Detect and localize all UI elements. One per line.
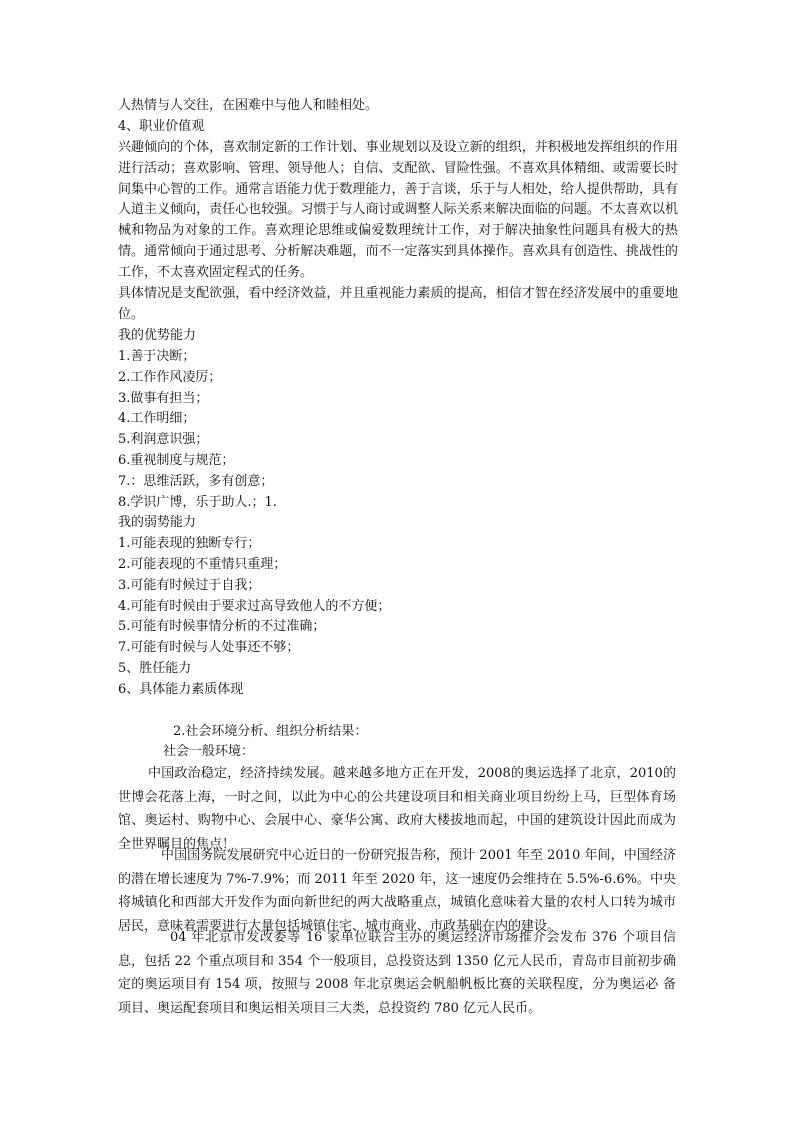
intro-line: 人热情与人交往，在困难中与他人和睦相处。 [118, 98, 379, 113]
social-analysis-heading: 2.社会环境分析、组织分析结果： [173, 724, 368, 739]
strength-item: 2.工作作风凌厉； [118, 370, 222, 385]
strength-item: 3.做事有担当； [118, 391, 209, 406]
competence-heading: 5、胜任能力 [118, 661, 192, 676]
weakness-item: 5.可能有时候事情分析的不过准确； [118, 619, 326, 634]
strengths-heading: 我的优势能力 [118, 328, 197, 343]
career-values-heading: 4、职业价值观 [118, 119, 205, 134]
weaknesses-heading: 我的弱势能力 [118, 515, 197, 530]
strength-item: 7.：思维活跃，多有创意； [118, 474, 274, 489]
weakness-item: 2.可能表现的不重情只重理； [118, 557, 287, 572]
social-general-heading: 社会一般环境： [163, 744, 255, 759]
social-paragraph-2: 中国国务院发展研究中心近日的一份研究报告称，预计 2001 年至 2010 年间，中国经济的潜在增长速度为 7%-7.9%；而 2011 年至 2020 年，这一速度仍会维持在 5.5%-6.6%。中央将城镇化和西部大开发作为面向新世纪的两大战略重点，城镇化意味着大量的农村人口转为城市居民，意味着需要进行大量包括城镇住宅、城市商业、市政基础在内的建设。 [118, 848, 676, 934]
career-values-paragraph: 兴趣倾向的个体，喜欢制定新的工作计划、事业规划以及设立新的组织，并积极地发挥组织的作用进行活动；喜欢影响、管理、领导他人；自信、支配欲、冒险性强。不喜欢具体精细、或需要长时间集中心智的工作。通常言语能力优于数理能力，善于言谈，乐于与人相处，给人提供帮助，具有人道主义倾向，责任心也较强。习惯于与人商讨或调整人际关系来解决面临的问题。不太喜欢以机械和物品为对象的工作。喜欢理论思维或偏爱数理统计工作，对于解决抽象性问题具有极大的热情。通常倾向于通过思考、分析解决难题，而不一定落实到具体操作。喜欢具有创造性、挑战性的工作，不太喜欢固定程式的任务。 [118, 140, 678, 280]
specific-ability-heading: 6、具体能力素质体现 [118, 682, 244, 697]
weakness-item: 1.可能表现的独断专行； [118, 536, 261, 551]
weakness-item: 3.可能有时候过于自我； [118, 578, 261, 593]
weakness-item: 7.可能有时候与人处事还不够； [118, 640, 300, 655]
strength-item: 8.学识广博，乐于助人.；1. [118, 495, 277, 510]
strength-item: 5.利润意识强； [118, 432, 209, 447]
specific-situation-paragraph: 具体情况是支配欲强，看中经济效益，并且重视能力素质的提高，相信才智在经济发展中的重要地位。 [118, 286, 678, 322]
strength-item: 6.重视制度与规范； [118, 453, 235, 468]
social-paragraph-3: 04 年北京市发改委等 16 家单位联合主办的奥运经济市场推介会发布 376 个项目信息，包括 22 个重点项目和 354 个一般项目，总投资达到 1350 亿元人民币，青岛市目前初步确定的奥运项目有 154 项，按照与 2008 年北京奥运会帆船帆板比赛的关联程度，分为奥运必 备项目、奥运配套项目和奥运相关项目三大类，总投资约 780 亿元人民币。 [118, 930, 676, 1016]
strength-item: 1.善于决断； [118, 349, 196, 364]
weakness-item: 4.可能有时候由于要求过高导致他人的不方便； [118, 599, 391, 614]
social-paragraph-1: 中国政治稳定，经济持续发展。越来越多地方正在开发，2008的奥运选择了北京，2010的世博会花落上海，一时之间，以此为中心的公共建设项目和相关商业项目纷纷上马，巨型体育场馆、奥运村、购物中心、会展中心、豪华公寓、政府大楼拔地而起，中国的建筑设计因此而成为全世界瞩目的焦点！ [118, 766, 676, 852]
strength-item: 4.工作明细； [118, 411, 196, 426]
